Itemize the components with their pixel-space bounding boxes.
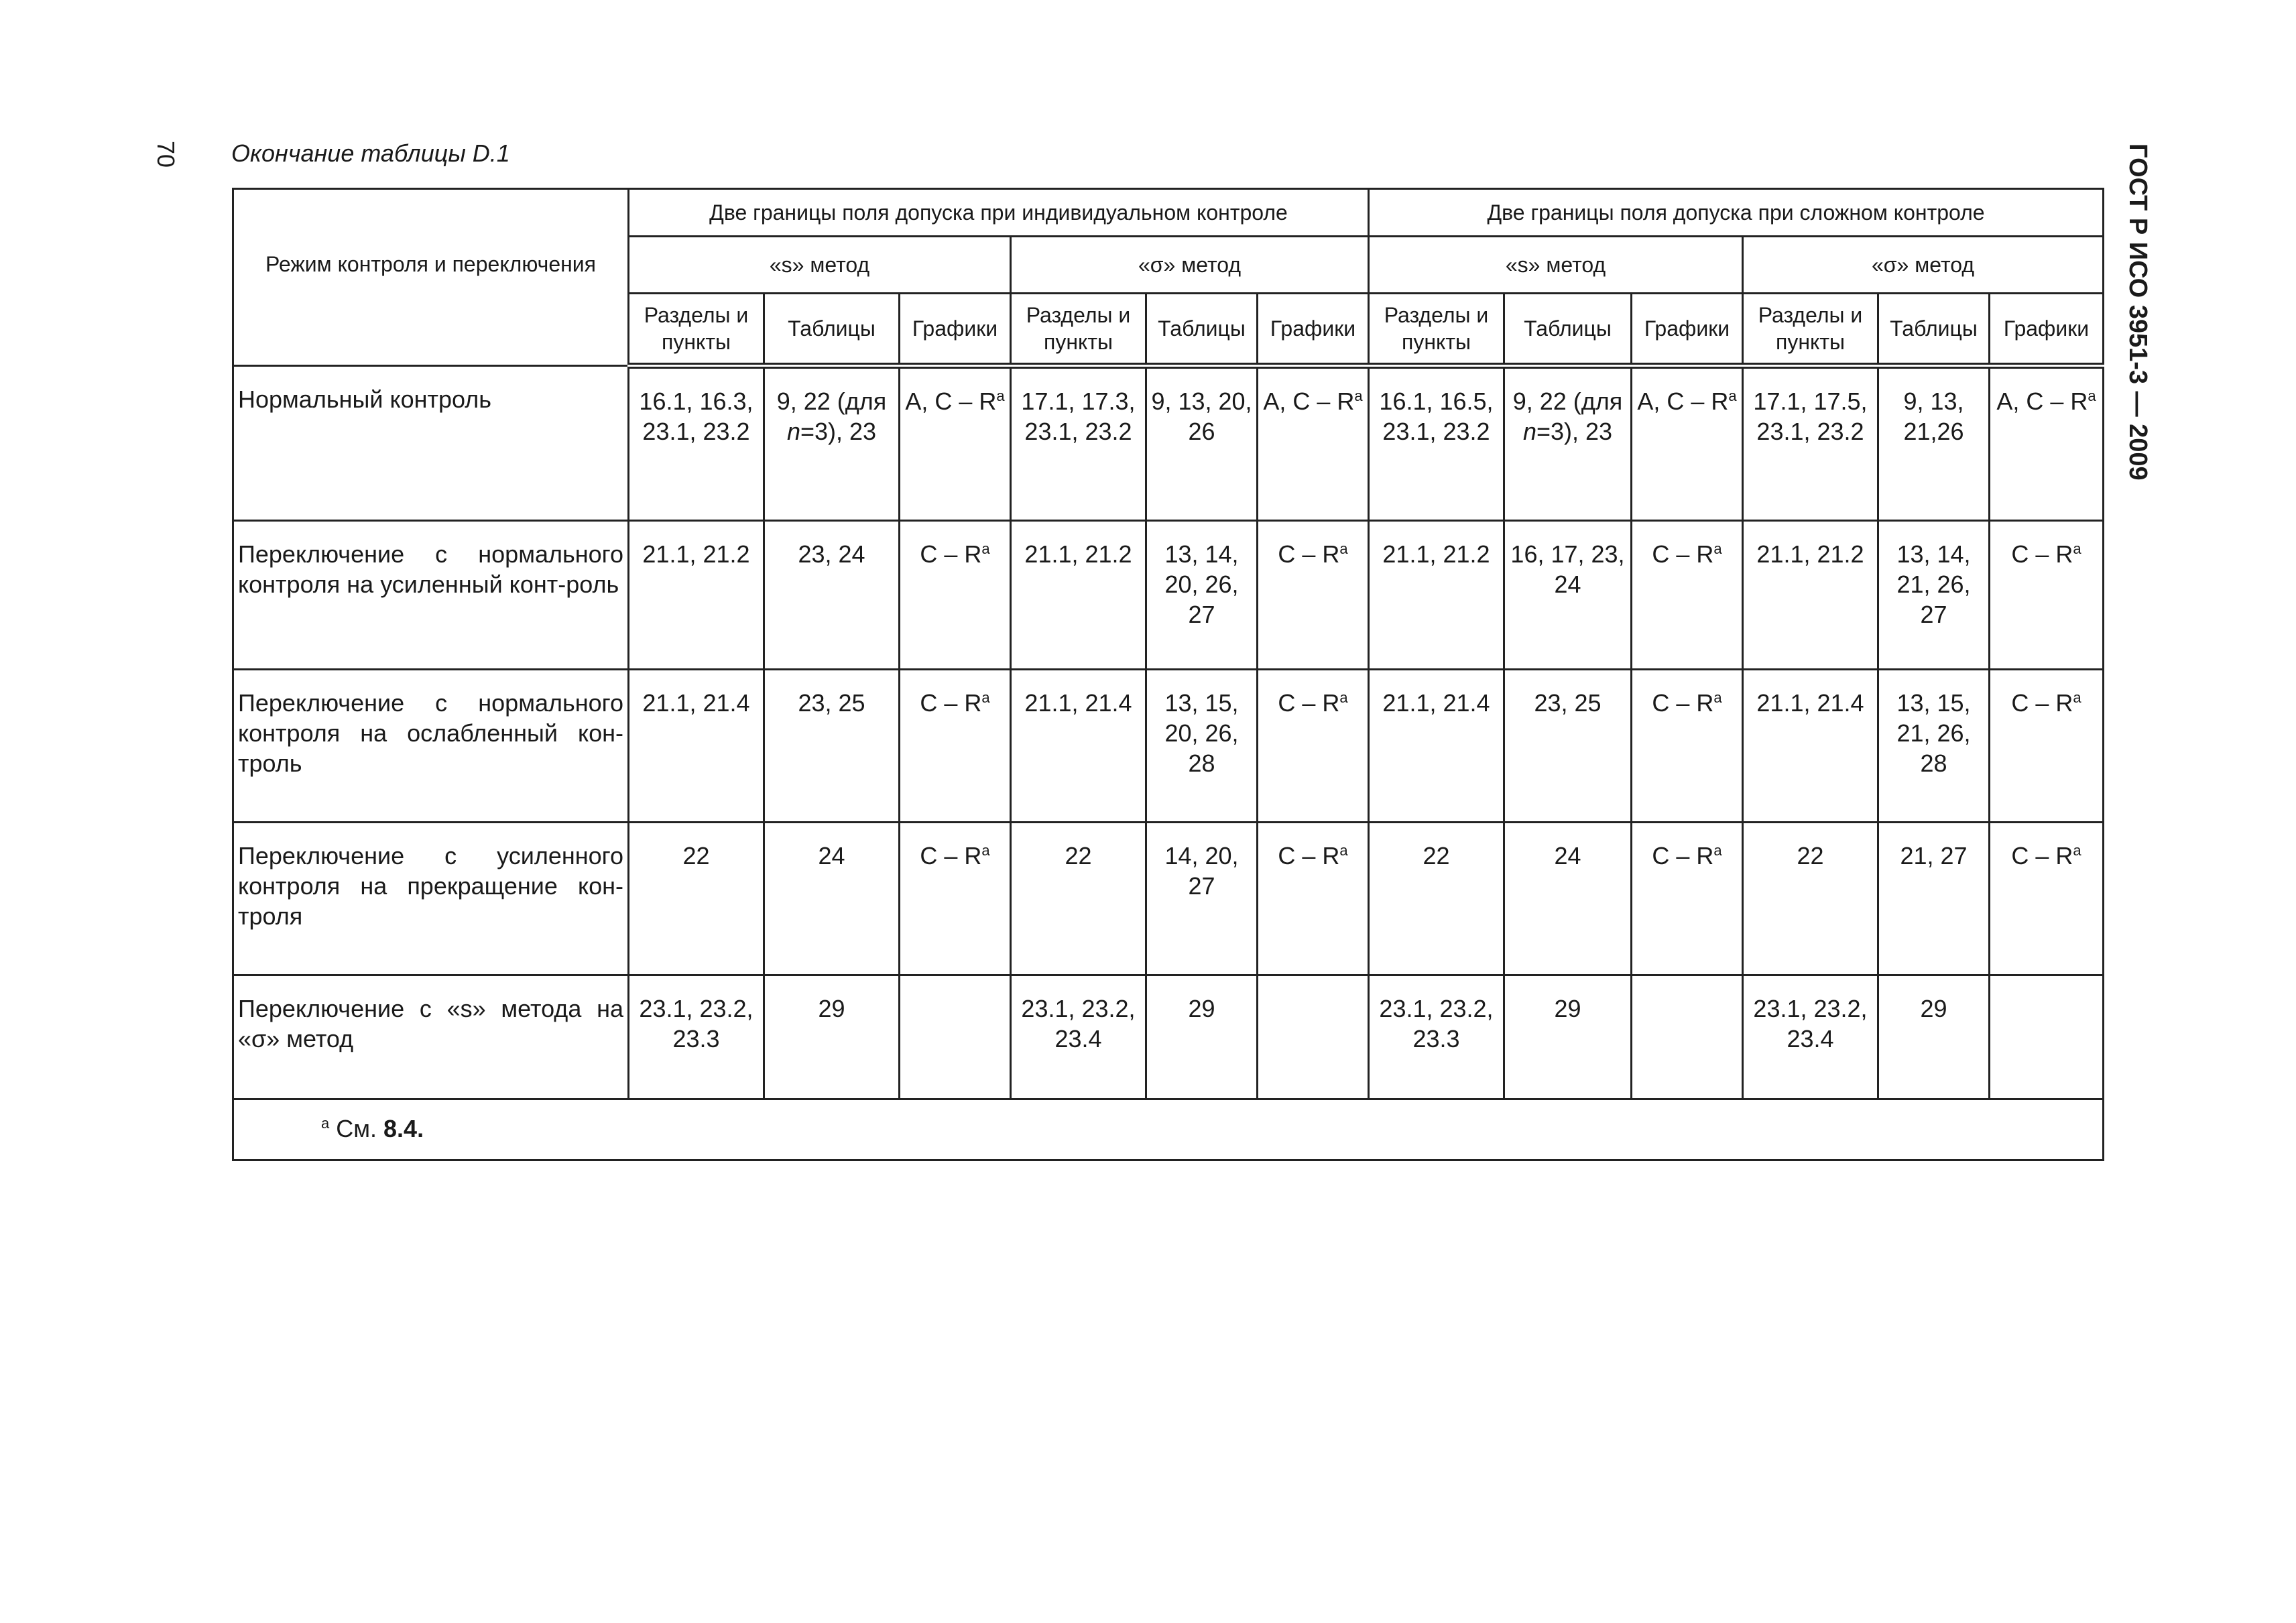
col-sections-header: Разделы и пункты: [1743, 294, 1878, 366]
cell-value: C – R: [920, 689, 982, 717]
cell-graphs: [1258, 975, 1369, 1099]
cell-value: 21.1, 21.2: [642, 540, 750, 568]
footnote-ref: 8.4.: [383, 1115, 424, 1142]
table-caption: Окончание таблицы D.1: [231, 139, 510, 167]
row-label: [233, 975, 629, 1099]
cell-value: 9, 13, 21,26: [1903, 387, 1964, 445]
cell-value: 16.1, 16.3, 23.1, 23.2: [639, 387, 753, 445]
cell-value: 17.1, 17.5, 23.1, 23.2: [1753, 387, 1868, 445]
cell-sections: [1011, 975, 1146, 1099]
cell-graphs: [900, 366, 1011, 521]
table-row: [233, 975, 2104, 1099]
row-label: [233, 366, 629, 521]
footnote-ref-mark: a: [1728, 387, 1737, 404]
cell-value: 29: [1920, 995, 1947, 1022]
cell-tables: [1504, 521, 1632, 670]
col-sections-header: Разделы и пункты: [629, 294, 764, 366]
cell-value: 13, 15, 21, 26, 28: [1896, 689, 1971, 777]
footnote-ref-mark: a: [2073, 842, 2081, 859]
cell-value: 17.1, 17.3, 23.1, 23.2: [1021, 387, 1136, 445]
cell-sections: [1011, 366, 1146, 521]
footnote-ref-mark: a: [996, 387, 1005, 404]
col-tables-header: Таблицы: [1504, 294, 1632, 366]
col-graphs-header: Графики: [1632, 294, 1743, 366]
cell-value: 22: [682, 842, 710, 869]
col-tables-header: Таблицы: [1146, 294, 1258, 366]
group-complex-header: Две границы поля допуска при сложном контроле: [1369, 189, 2104, 237]
row-label: [233, 521, 629, 670]
cell-graphs: [1990, 670, 2104, 823]
cell-graphs: [900, 521, 1011, 670]
cell-tables: [1146, 975, 1258, 1099]
cell-tables: [764, 521, 900, 670]
cell-value: A, C – R: [1263, 387, 1355, 415]
cell-value: 21.1, 21.4: [1024, 689, 1132, 717]
table-row: [233, 823, 2104, 975]
footnote-ref-mark: a: [1713, 689, 1722, 706]
cell-tables: [1878, 823, 1990, 975]
footnote-ref-mark: a: [1339, 842, 1348, 859]
row-label-text: Переключение с нормального контроля на усиленный конт-роль: [238, 540, 623, 598]
cell-graphs: [900, 670, 1011, 823]
table-row: [233, 670, 2104, 823]
method-s-header: «s» метод: [629, 237, 1011, 294]
cell-tables: [1146, 670, 1258, 823]
cell-value: 29: [1188, 995, 1215, 1022]
cell-value: C – R: [1652, 540, 1714, 568]
footnote-ref-mark: a: [981, 689, 990, 706]
row-label-text: Переключение с нормального контроля на ослабленный кон-троль: [238, 689, 623, 777]
cell-tables: [1878, 366, 1990, 521]
cell-value: 16.1, 16.5, 23.1, 23.2: [1379, 387, 1494, 445]
cell-tables: [1146, 366, 1258, 521]
cell-value: A, C – R: [1637, 387, 1729, 415]
cell-value: 9, 22 (для n=3), 23: [1512, 387, 1623, 445]
cell-value: C – R: [2011, 842, 2073, 869]
table-row: [233, 366, 2104, 521]
cell-value: 16, 17, 23, 24: [1510, 540, 1625, 598]
col-tables-header: Таблицы: [1878, 294, 1990, 366]
cell-tables: [764, 670, 900, 823]
cell-value: 13, 14, 21, 26, 27: [1896, 540, 1971, 628]
row-label: [233, 670, 629, 823]
cell-graphs: [1632, 975, 1743, 1099]
footnote-ref-mark: a: [1339, 540, 1348, 557]
cell-tables: [764, 975, 900, 1099]
cell-value: 21.1, 21.4: [642, 689, 750, 717]
cell-value: 29: [818, 995, 845, 1022]
col-tables-header: Таблицы: [764, 294, 900, 366]
cell-sections: [1743, 975, 1878, 1099]
cell-tables: [1146, 823, 1258, 975]
cell-graphs: [1258, 670, 1369, 823]
cell-value: 13, 14, 20, 26, 27: [1164, 540, 1239, 628]
cell-value: 23, 25: [798, 689, 865, 717]
cell-graphs: [1258, 366, 1369, 521]
cell-sections: [1011, 521, 1146, 670]
cell-sections: [1011, 670, 1146, 823]
cell-tables: [764, 366, 900, 521]
cell-value: 14, 20, 27: [1164, 842, 1239, 900]
cell-value: 23.1, 23.2, 23.4: [1753, 995, 1868, 1053]
footnote-ref-mark: a: [1713, 842, 1722, 859]
group-individual-header: Две границы поля допуска при индивидуальном контроле: [629, 189, 1369, 237]
method-sigma-header: «σ» метод: [1743, 237, 2104, 294]
cell-value: C – R: [920, 540, 982, 568]
cell-sections: [1743, 823, 1878, 975]
footnote-ref-mark: a: [1713, 540, 1722, 557]
col-graphs-header: Графики: [1990, 294, 2104, 366]
footnote-ref-mark: a: [981, 842, 990, 859]
cell-value: 24: [1554, 842, 1581, 869]
row-label-text: Нормальный контроль: [238, 385, 491, 413]
cell-sections: [629, 975, 764, 1099]
cell-graphs: [1632, 366, 1743, 521]
cell-graphs: [1258, 823, 1369, 975]
cell-tables: [764, 823, 900, 975]
cell-value: 9, 13, 20, 26: [1151, 387, 1252, 445]
cell-value: 13, 15, 20, 26, 28: [1164, 689, 1239, 777]
cell-sections: [1011, 823, 1146, 975]
cell-value: C – R: [1278, 842, 1340, 869]
cell-graphs: [900, 823, 1011, 975]
cell-value: 23.1, 23.2, 23.3: [639, 995, 753, 1053]
cell-graphs: [1990, 823, 2104, 975]
cell-value: 22: [1423, 842, 1450, 869]
row-label-text: Переключение с усиленного контроля на прекращение кон-троля: [238, 842, 623, 930]
cell-tables: [1878, 670, 1990, 823]
cell-value: 21.1, 21.4: [1382, 689, 1490, 717]
cell-graphs: [1632, 823, 1743, 975]
footnote-ref-mark: a: [2088, 387, 2096, 404]
cell-graphs: [1990, 521, 2104, 670]
cell-graphs: [1258, 521, 1369, 670]
cell-value: 21, 27: [1900, 842, 1968, 869]
cell-value: 21.1, 21.2: [1756, 540, 1864, 568]
method-sigma-header: «σ» метод: [1011, 237, 1369, 294]
cell-value: 22: [1065, 842, 1092, 869]
col-graphs-header: Графики: [1258, 294, 1369, 366]
cell-graphs: [1632, 670, 1743, 823]
col-graphs-header: Графики: [900, 294, 1011, 366]
cell-value: 23.1, 23.2, 23.3: [1379, 995, 1494, 1053]
cell-graphs: [1990, 366, 2104, 521]
cell-graphs: [900, 975, 1011, 1099]
cell-sections: [1743, 521, 1878, 670]
cell-sections: [1369, 521, 1504, 670]
cell-sections: [629, 521, 764, 670]
table-footnote: [233, 1099, 2104, 1160]
cell-value: C – R: [1278, 689, 1340, 717]
cell-graphs: [1990, 975, 2104, 1099]
cell-sections: [1743, 670, 1878, 823]
cell-sections: [1369, 366, 1504, 521]
cell-sections: [629, 823, 764, 975]
cell-sections: [1369, 823, 1504, 975]
cell-value: A, C – R: [1996, 387, 2088, 415]
footnote-ref-mark: a: [981, 540, 990, 557]
cell-value: 23, 24: [798, 540, 865, 568]
footnote-ref-mark: a: [1339, 689, 1348, 706]
page-number: 70: [152, 141, 180, 168]
cell-value: 23.1, 23.2, 23.4: [1021, 995, 1136, 1053]
standard-designation: ГОСТ Р ИСО 3951-3 — 2009: [2124, 143, 2152, 481]
cell-value: C – R: [1652, 842, 1714, 869]
cell-sections: [1743, 366, 1878, 521]
cell-value: 29: [1554, 995, 1581, 1022]
cell-graphs: [1632, 521, 1743, 670]
cell-tables: [1504, 670, 1632, 823]
col-sections-header: Разделы и пункты: [1369, 294, 1504, 366]
cell-sections: [1369, 670, 1504, 823]
cell-value: 21.1, 21.2: [1024, 540, 1132, 568]
table-d1: [232, 188, 2104, 1161]
cell-sections: [629, 670, 764, 823]
footnote-ref-mark: a: [2073, 689, 2081, 706]
row-label: [233, 823, 629, 975]
row-label-text: Переключение с «s» метода на «σ» метод: [238, 995, 623, 1053]
cell-tables: [1504, 975, 1632, 1099]
cell-tables: [1146, 521, 1258, 670]
col-sections-header: Разделы и пункты: [1011, 294, 1146, 366]
cell-sections: [1369, 975, 1504, 1099]
cell-value: C – R: [2011, 540, 2073, 568]
cell-value: 22: [1797, 842, 1824, 869]
cell-tables: [1504, 366, 1632, 521]
cell-tables: [1878, 975, 1990, 1099]
cell-value: C – R: [2011, 689, 2073, 717]
cell-value: 21.1, 21.2: [1382, 540, 1490, 568]
cell-value: 23, 25: [1534, 689, 1602, 717]
method-s-header: «s» метод: [1369, 237, 1743, 294]
footnote-ref-mark: a: [1354, 387, 1363, 404]
cell-value: C – R: [1278, 540, 1340, 568]
footnote-ref-mark: a: [2073, 540, 2081, 557]
cell-value: C – R: [1652, 689, 1714, 717]
footnote-mark: a: [321, 1115, 330, 1132]
cell-value: 9, 22 (для n=3), 23: [776, 387, 887, 445]
cell-tables: [1878, 521, 1990, 670]
cell-sections: [629, 366, 764, 521]
footnote-text: См.: [336, 1115, 377, 1142]
cell-value: C – R: [920, 842, 982, 869]
mode-header: Режим контроля и переключения: [233, 189, 629, 366]
cell-value: 24: [818, 842, 845, 869]
cell-value: A, C – R: [905, 387, 997, 415]
cell-value: 21.1, 21.4: [1756, 689, 1864, 717]
table-row: [233, 521, 2104, 670]
cell-tables: [1504, 823, 1632, 975]
